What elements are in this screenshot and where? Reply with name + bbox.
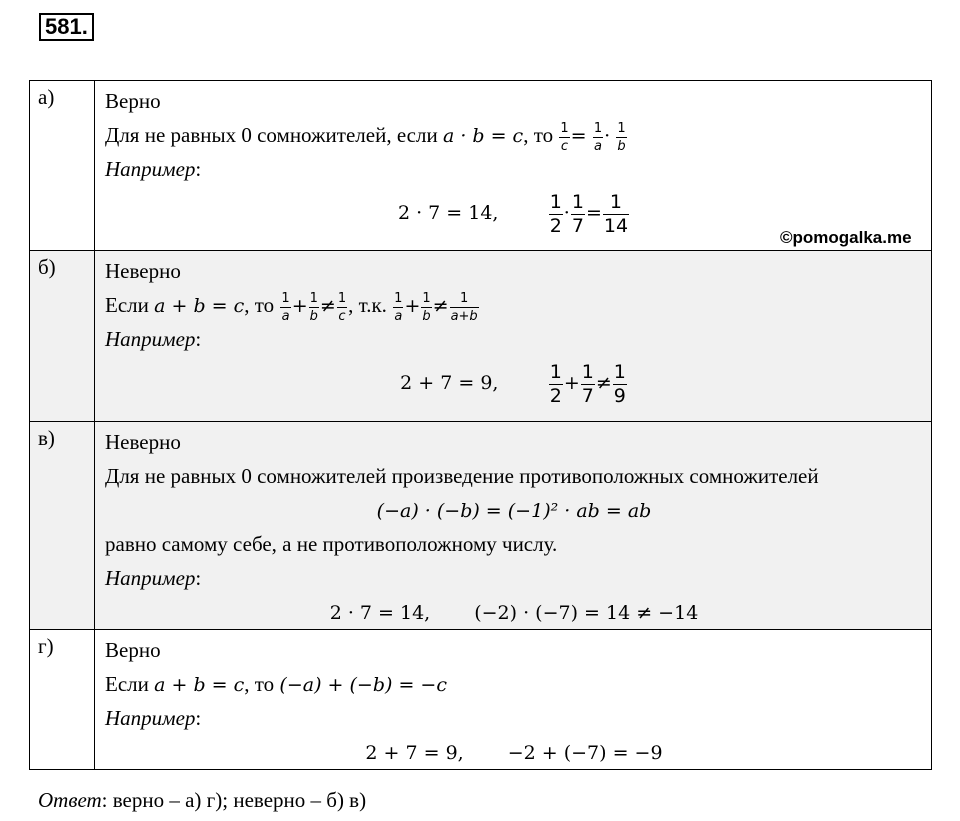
statement-continued: равно самому себе, а не противоположному числу.	[105, 532, 558, 556]
table-row	[30, 422, 932, 630]
table-row	[30, 81, 932, 251]
table-row	[30, 630, 932, 770]
fraction: $\frac{1}{14}$	[603, 190, 629, 237]
fraction: $\frac{1}{a}$	[593, 120, 603, 154]
watermark: ©pomogalka.me	[780, 228, 912, 247]
answer	[38, 788, 366, 813]
fraction: $\frac{1}{b}$	[309, 290, 318, 324]
row-content	[95, 81, 932, 251]
verdict: Неверно	[105, 430, 181, 454]
row-content	[95, 422, 932, 630]
fraction: $\frac{1}{2}$	[549, 190, 562, 237]
row-label: г)	[30, 630, 95, 770]
example-formula: 2 + 7 = 9, $\frac{1}{2}$ + $\frac{1}{7}$ ≠ $\frac{1}{9}$	[400, 360, 626, 407]
fraction: $\frac{1}{7}$	[571, 190, 584, 237]
example-label: Например:	[105, 706, 202, 730]
statement: Если a + b = c, то (−a) + (−b) = −c	[105, 672, 447, 696]
example-label: Например:	[105, 157, 202, 181]
row-content	[95, 630, 932, 770]
example-label: Например:	[105, 327, 202, 351]
row-label: б)	[30, 251, 95, 422]
answer-label: Ответ	[38, 788, 102, 812]
fraction: $\frac{1}{a}$	[394, 290, 403, 324]
example-label: Например:	[105, 566, 202, 590]
fraction: $\frac{1}{7}$	[581, 360, 594, 407]
example-formula: 2 + 7 = 9, −2 + (−7) = −9	[365, 742, 663, 764]
example-formula: 2 · 7 = 14, (−2) · (−7) = 14 ≠ −14	[329, 602, 699, 624]
formula: (−a) · (−b) = (−1)² · ab = ab	[376, 500, 652, 522]
table-row	[30, 251, 932, 422]
statement: Для не равных 0 сомножителей произведение противоположных сомножителей	[105, 464, 819, 488]
fraction: $\frac{1}{a}$	[281, 290, 290, 324]
task-number: 581.	[39, 13, 94, 41]
fraction: $\frac{1}{c}$	[337, 290, 347, 324]
fraction: $\frac{1}{c}$	[560, 120, 569, 154]
row-label: а)	[30, 81, 95, 251]
statement: Если a + b = c, то $\frac{1}{a}$ + $\frac{1}{b}$ ≠ $\frac{1}{c}$ , т.к. $\frac{1}{a}$ + $\frac{1}{b}$ ≠ $\frac{1}{a+b}$	[105, 290, 478, 324]
answer-text: : верно – а) г); неверно – б) в)	[101, 788, 367, 812]
solution-table	[29, 80, 932, 770]
fraction: $\frac{1}{b}$	[617, 120, 626, 154]
fraction: $\frac{1}{a+b}$	[450, 290, 478, 324]
fraction: $\frac{1}{2}$	[549, 360, 562, 407]
math-expression: a · b = c	[442, 125, 524, 147]
row-label: в)	[30, 422, 95, 630]
fraction: $\frac{1}{9}$	[613, 360, 626, 407]
statement: Для не равных 0 сомножителей, если a · b = c, то $\frac{1}{c}$ = $\frac{1}{a}$ · $\frac{1}{b}$	[105, 120, 626, 154]
row-content	[95, 251, 932, 422]
verdict: Неверно	[105, 259, 181, 283]
verdict: Верно	[105, 638, 161, 662]
math-expression: a + b = c	[154, 295, 245, 317]
fraction: $\frac{1}{b}$	[422, 290, 431, 324]
verdict: Верно	[105, 89, 161, 113]
example-formula: 2 · 7 = 14, $\frac{1}{2}$ · $\frac{1}{7}$ = $\frac{1}{14}$	[397, 190, 629, 237]
